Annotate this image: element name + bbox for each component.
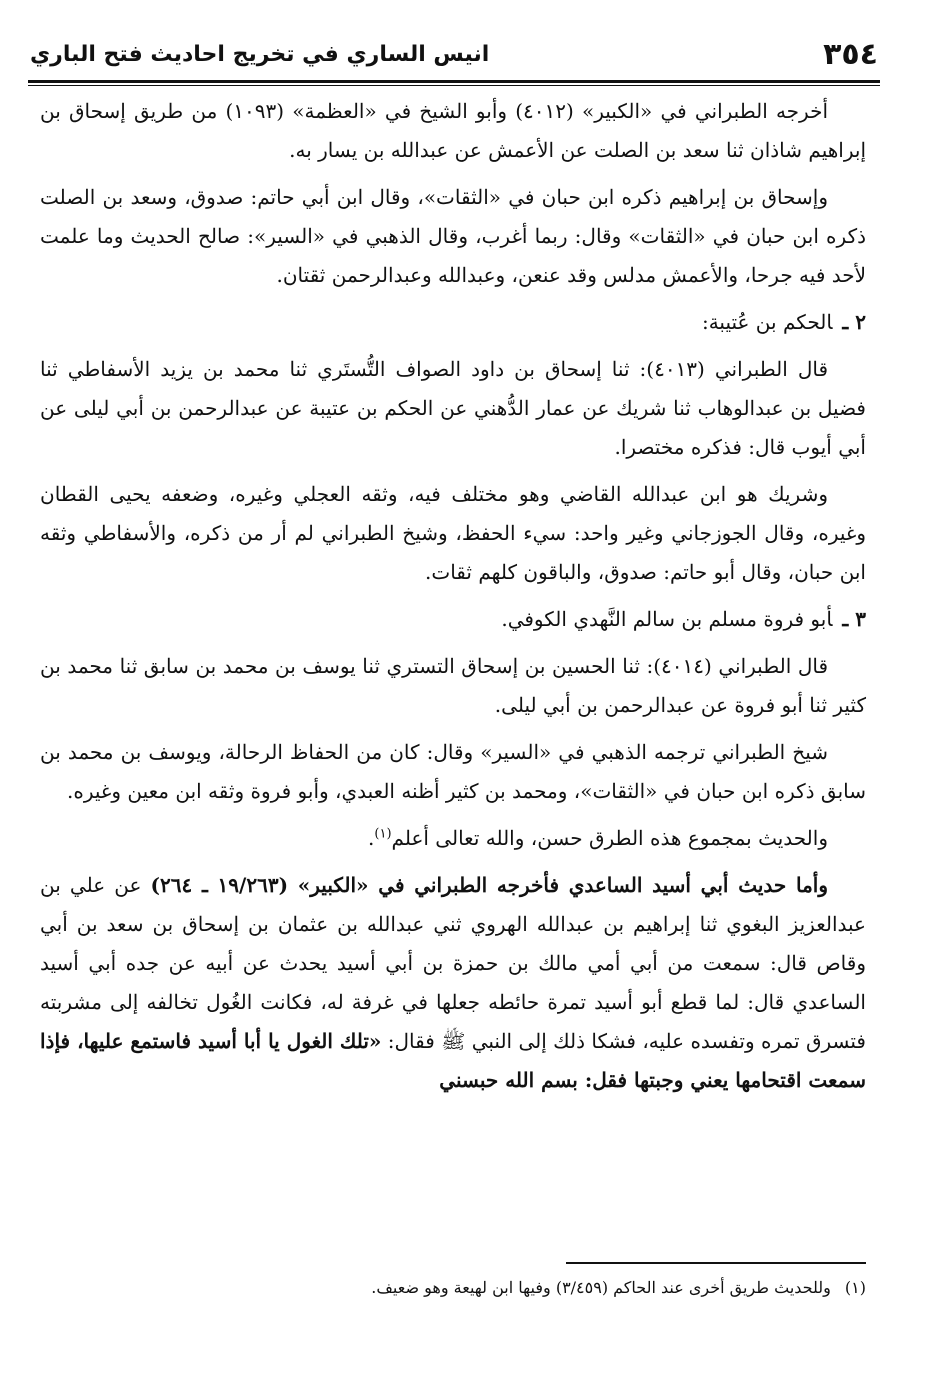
page-number: ٣٥٤ [823, 36, 878, 72]
footnote-reference[interactable]: (١) [374, 826, 392, 842]
paragraph: أخرجه الطبراني في «الكبير» (٤٠١٢) وأبو الشيخ في «العظمة» (١٠٩٣) من طريق إسحاق بن إبراهيم شاذان ثنا سعد بن الصلت عن الأعمش عن عبدالله بن يسار به. [40, 99, 866, 162]
paragraph: قال الطبراني (٤٠١٤): ثنا الحسين بن إسحاق التستري ثنا يوسف بن محمد بن سابق ثنا محمد بن كثير ثنا أبو فروة عن عبدالرحمن بن أبي ليلى. [40, 654, 866, 717]
footnote-rule [566, 1262, 866, 1264]
section-title: الحكم بن عُتيبة: [701, 310, 833, 334]
page-header [30, 28, 878, 80]
section-heading [40, 303, 866, 342]
paragraph-text: والحديث بمجموع هذه الطرق حسن، والله تعالى أعلم [391, 826, 828, 850]
running-title: انيس الساري في تخريج احاديث فتح الباري [30, 41, 490, 67]
section-heading [40, 600, 866, 639]
paragraph: شيخ الطبراني ترجمه الذهبي في «السير» وقال: كان من الحفاظ الرحالة، ويوسف بن محمد بن سابق ذكره ابن حبان في «الثقات»، ومحمد بن كثير أظنه العبدي، وأبو فروة وثقه ابن معين وغيره. [40, 740, 866, 803]
paragraph-end: . [368, 826, 375, 850]
section-number: ٣ ـ [842, 607, 866, 631]
paragraph: وإسحاق بن إبراهيم ذكره ابن حبان في «الثقات»، وقال ابن أبي حاتم: صدوق، وسعد بن الصلت ذكره ابن حبان في «الثقات» وقال: ربما أغرب، وقال الذهبي في «السير»: صالح الحديث وما علمت لأحد فيه جرحا، والأعمش مدلس وقد عنعن، وعبدالله وعبدالرحمن ثقتان. [40, 185, 866, 287]
paragraph: وشريك هو ابن عبدالله القاضي وهو مختلف فيه، وثقه العجلي وغيره، وضعفه يحيى القطان وغيره، وقال الجوزجاني وغير واحد: سيء الحفظ، وشيخ الطبراني لم أر من ذكره، والأسفاطي وثقه ابن حبان، وقال أبو حاتم: صدوق، والباقون كلهم ثقات. [40, 482, 866, 584]
footnote-text: وللحديث طريق أخرى عند الحاكم (٣/٤٥٩) وفيها ابن لهيعة وهو ضعيف. [371, 1278, 831, 1297]
hadith-lead: وأما حديث أبي أسيد الساعدي فأخرجه الطبراني في «الكبير» (١٩/٢٦٣ ـ ٢٦٤) [150, 873, 829, 897]
page-body [40, 92, 866, 1108]
paragraph [40, 866, 866, 1100]
footnote-number: (١) [844, 1278, 866, 1297]
header-rule [28, 80, 880, 86]
footnote [40, 1274, 866, 1302]
section-number: ٢ ـ [842, 310, 866, 334]
paragraph-text: عن علي بن عبدالعزيز البغوي ثنا إبراهيم بن عبدالله الهروي ثني عبدالله بن عثمان بن إسحاق بن سعد بن أبي وقاص قال: سمعت من أبي أمي مالك بن حمزة بن أبي أسيد يحدث عن أبيه عن جده أبي أسيد الساعدي قال: لما قطع أبو أسيد تمرة حائطه جعلها في غرفة له، فكانت الغُول تخالفه إلى مشربته فتسرق تمره وتفسده عليه، فشكا ذلك إلى النبي ﷺ فقال: [40, 873, 866, 1053]
paragraph [40, 819, 866, 858]
paragraph: قال الطبراني (٤٠١٣): ثنا إسحاق بن داود الصواف التُّستَري ثنا محمد بن يزيد الأسفاطي ثنا فضيل بن عبدالوهاب ثنا شريك عن عمار الدُّهني عن الحكم بن عتيبة عن عبدالرحمن بن أبي ليلى عن أبي أيوب قال: فذكره مختصرا. [40, 357, 866, 459]
hadith-quote: «تلك الغول يا أبا أسيد فاستمع عليها، فإذا سمعت اقتحامها يعني وجبتها فقل: بسم الله حبسني [40, 1029, 866, 1092]
section-title: أبو فروة مسلم بن سالم النَّهدي الكوفي. [501, 607, 833, 631]
